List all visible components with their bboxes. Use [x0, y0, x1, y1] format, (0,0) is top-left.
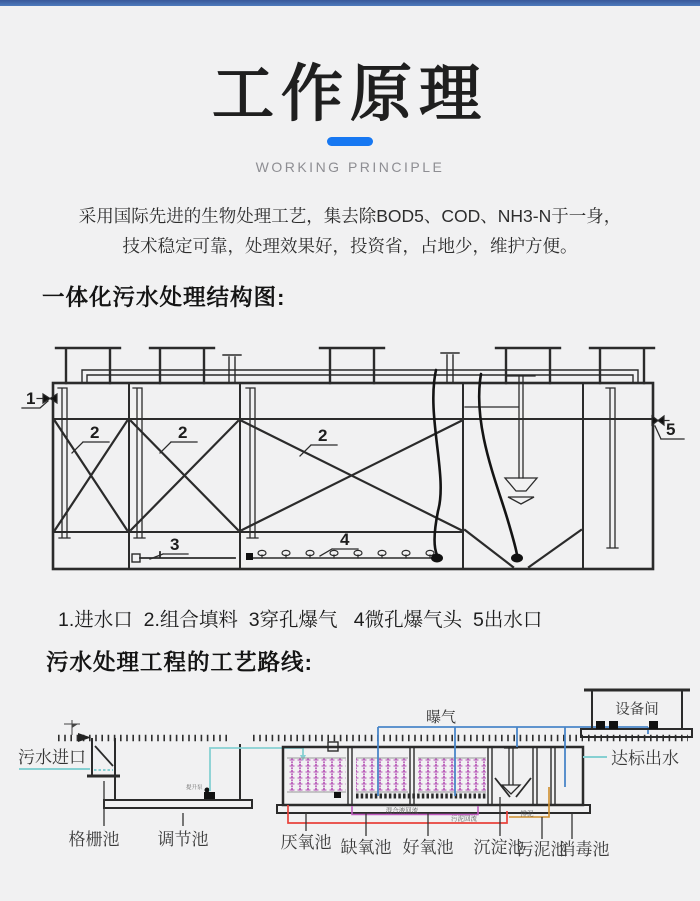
tank-top-vents	[56, 348, 654, 383]
anaerobic-pump	[334, 792, 341, 798]
callout-1: 1	[26, 389, 36, 408]
intro-line-1: 采用国际先进的生物处理工艺，集去除BOD5、COD、NH3-N于一身，	[78, 206, 622, 226]
sludge-return-label: 污泥回流	[451, 815, 477, 823]
anaerobic-tank-label: 厌氧池	[280, 833, 332, 852]
callout-leaders	[22, 401, 684, 559]
intro-line-2: 技术稳定可靠，处理效果好，投资省，占地少，维护方便。	[122, 236, 578, 256]
sludge-discharge-label: 排泥	[520, 810, 534, 818]
sludge-tank-label: 污泥池	[516, 840, 568, 859]
grid-tank-label: 格栅池	[68, 830, 120, 849]
hopper-walls	[465, 530, 581, 567]
disinfection-tank-label: 消毒池	[558, 840, 610, 859]
callout-5: 5	[666, 420, 676, 439]
inlet-label: 污水进口	[18, 748, 86, 767]
regulating-tank-label: 调节池	[157, 830, 209, 849]
sedimentation-internals	[495, 748, 531, 797]
lift-pump-label: 提升泵	[186, 785, 203, 791]
packing-x-braces	[55, 421, 461, 530]
structure-diagram	[0, 326, 700, 603]
page-title: 工作原理	[211, 60, 488, 129]
biofilm-media	[287, 758, 486, 792]
elevation-marker	[64, 720, 80, 735]
page-subtitle: WORKING PRINCIPLE	[255, 159, 445, 175]
regulating-tank	[104, 744, 252, 808]
airlift-funnel	[465, 376, 537, 504]
process-diagram	[0, 686, 700, 901]
callout-2b: 2	[178, 423, 188, 442]
sedimentation-tank-label: 沉淀池	[473, 838, 525, 857]
diffuser-pipe	[246, 550, 438, 560]
air-hoses	[433, 370, 517, 555]
structure-section-heading: 一体化污水处理结构图:	[42, 285, 286, 310]
top-accent-bar	[0, 0, 700, 6]
structure-legend: 1.进水口 2.组合填料 3穿孔爆气 4微孔爆气头 5出水口	[58, 609, 543, 631]
outlet-label: 达标出水	[611, 749, 679, 768]
callout-3: 3	[170, 535, 180, 554]
top-air-pipes	[82, 353, 638, 383]
title-accent-dash	[327, 137, 373, 146]
aerobic-tank-label: 好氧池	[402, 838, 454, 857]
anoxic-tank-label: 缺氧池	[340, 838, 392, 857]
mixed-liquor-return-label: 混合液回流	[385, 807, 419, 815]
process-section-heading: 污水处理工程的工艺路线:	[46, 650, 313, 675]
grid-tank	[87, 738, 120, 776]
callout-2c: 2	[318, 426, 328, 445]
intro-paragraph	[0, 201, 700, 261]
aeration-label: 曝气	[425, 709, 457, 726]
submersible-pumps	[431, 554, 523, 563]
callout-4: 4	[340, 530, 350, 549]
equipment-room-label: 设备间	[615, 702, 659, 718]
callout-2a: 2	[90, 423, 100, 442]
